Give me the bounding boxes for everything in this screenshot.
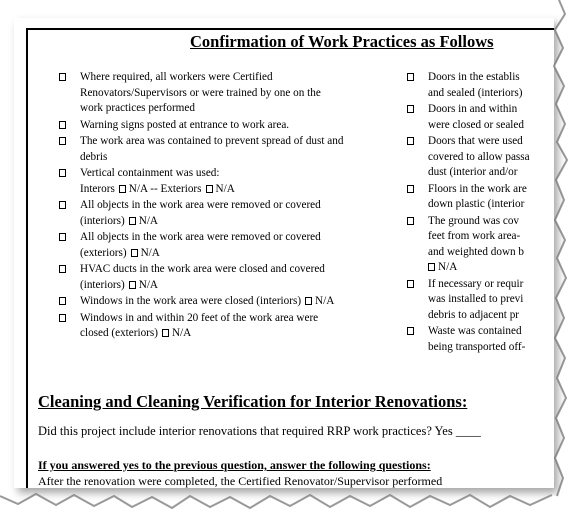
na-label: N/A: [315, 295, 335, 307]
checklist-item: [404, 324, 554, 355]
checkbox[interactable]: [407, 327, 414, 335]
checkbox[interactable]: [59, 121, 66, 129]
item-text: Floors in the work are: [428, 182, 527, 195]
cut-off-line: After the renovation were completed, the Certified Renovator/Supervisor performed: [38, 474, 443, 488]
checkbox[interactable]: [59, 201, 66, 209]
item-text: being transported off-: [428, 340, 526, 353]
na-label: N/A: [138, 278, 159, 291]
checkbox[interactable]: [59, 73, 66, 81]
checkbox[interactable]: [407, 217, 414, 225]
item-text: Doors in the establis: [428, 71, 520, 83]
item-text: Doors that were used: [428, 135, 523, 147]
checklist-item: [56, 294, 346, 310]
item-text: All objects in the work area were removed or covered (interiors): [80, 199, 321, 227]
item-text: Doors in and within: [428, 103, 518, 115]
na-label: N/A: [140, 246, 160, 259]
checkbox[interactable]: [59, 314, 66, 322]
na-label: N/A: [215, 182, 235, 195]
checkbox[interactable]: [407, 137, 414, 145]
na-checkbox[interactable]: [119, 185, 126, 193]
rrp-question: Did this project include interior renovations that required RRP work practices? Yes ____: [38, 424, 481, 438]
checkbox[interactable]: [59, 297, 66, 305]
checklist-item: [56, 230, 346, 261]
checklist-item: [56, 262, 346, 293]
na-checkbox[interactable]: [428, 263, 435, 271]
checklist-item: [404, 182, 554, 213]
item-text: was installed to previ: [428, 293, 524, 305]
checklist-item: [56, 166, 346, 197]
item-text: Windows in the work area were closed (interiors): [80, 295, 302, 307]
na-label: N/A: [438, 261, 458, 273]
na-checkbox[interactable]: [162, 329, 169, 337]
checklist-item: [56, 198, 346, 229]
na-label: N/A: [171, 327, 192, 339]
item-text: Windows in and within 20 feet of the work area were closed (exteriors): [80, 311, 319, 339]
checkbox[interactable]: [407, 185, 414, 193]
checklist-item: [404, 70, 554, 101]
right-checklist: [404, 70, 554, 356]
na-checkbox[interactable]: [131, 249, 138, 257]
checkbox[interactable]: [59, 169, 66, 177]
torn-edge-right: [537, 0, 577, 514]
na-checkbox[interactable]: [206, 185, 213, 193]
checklist-item: [56, 134, 346, 165]
na-checkbox[interactable]: [129, 281, 136, 289]
exteriors-label: N/A -- Exteriors: [128, 182, 202, 195]
item-text: Where required, all workers were Certified Renovators/Supervisors or were trained by one on the work practices performed: [80, 71, 321, 114]
item-text: and sealed (interiors): [428, 86, 523, 99]
document-page: [14, 18, 554, 488]
item-text: The ground was cov: [428, 214, 520, 227]
checklist-item: [404, 277, 554, 324]
item-text: down plastic (interior: [428, 198, 525, 210]
item-text: All objects in the work area were removed or covered (exteriors): [80, 231, 321, 259]
checkbox[interactable]: [59, 265, 66, 273]
checkbox[interactable]: [59, 233, 66, 241]
checklist-item: [56, 311, 346, 342]
checklist-item: [404, 102, 554, 133]
interiors-label: Interors: [80, 182, 115, 195]
checklist-item: [404, 134, 554, 181]
item-text: covered to allow passa: [428, 150, 530, 163]
item-text: dust (interior and/or: [428, 166, 518, 178]
na-checkbox[interactable]: [129, 217, 136, 225]
item-text: HVAC ducts in the work area were closed and covered (interiors): [80, 263, 325, 291]
torn-edge-bottom: [0, 474, 577, 514]
item-text: Vertical containment was used:: [80, 167, 220, 179]
item-text: If necessary or requir: [428, 277, 524, 290]
item-text: and weighted down b: [428, 245, 525, 258]
item-text: debris to adjacent pr: [428, 308, 520, 321]
na-checkbox[interactable]: [305, 297, 312, 305]
item-text: feet from work area-: [428, 230, 521, 242]
checkbox[interactable]: [407, 105, 414, 113]
checklist-item: [404, 214, 554, 276]
item-text: The work area was contained to prevent spread of dust and debris: [80, 135, 344, 163]
na-label: N/A: [138, 214, 159, 227]
followup-instruction: If you answered yes to the previous question, answer the following questions:: [38, 458, 431, 472]
checkbox[interactable]: [407, 73, 414, 81]
checklist-item: [56, 70, 346, 117]
checklist-item: [56, 118, 346, 134]
item-text: Waste was contained: [428, 325, 522, 337]
item-text: Warning signs posted at entrance to work area.: [80, 118, 290, 131]
left-checklist: [56, 70, 346, 343]
checkbox[interactable]: [407, 280, 414, 288]
cleaning-heading: Cleaning and Cleaning Verification for Interior Renovations:: [38, 392, 468, 411]
checkbox[interactable]: [59, 137, 66, 145]
section-title: Confirmation of Work Practices as Follows: [190, 32, 494, 51]
item-text: were closed or sealed: [428, 118, 524, 131]
